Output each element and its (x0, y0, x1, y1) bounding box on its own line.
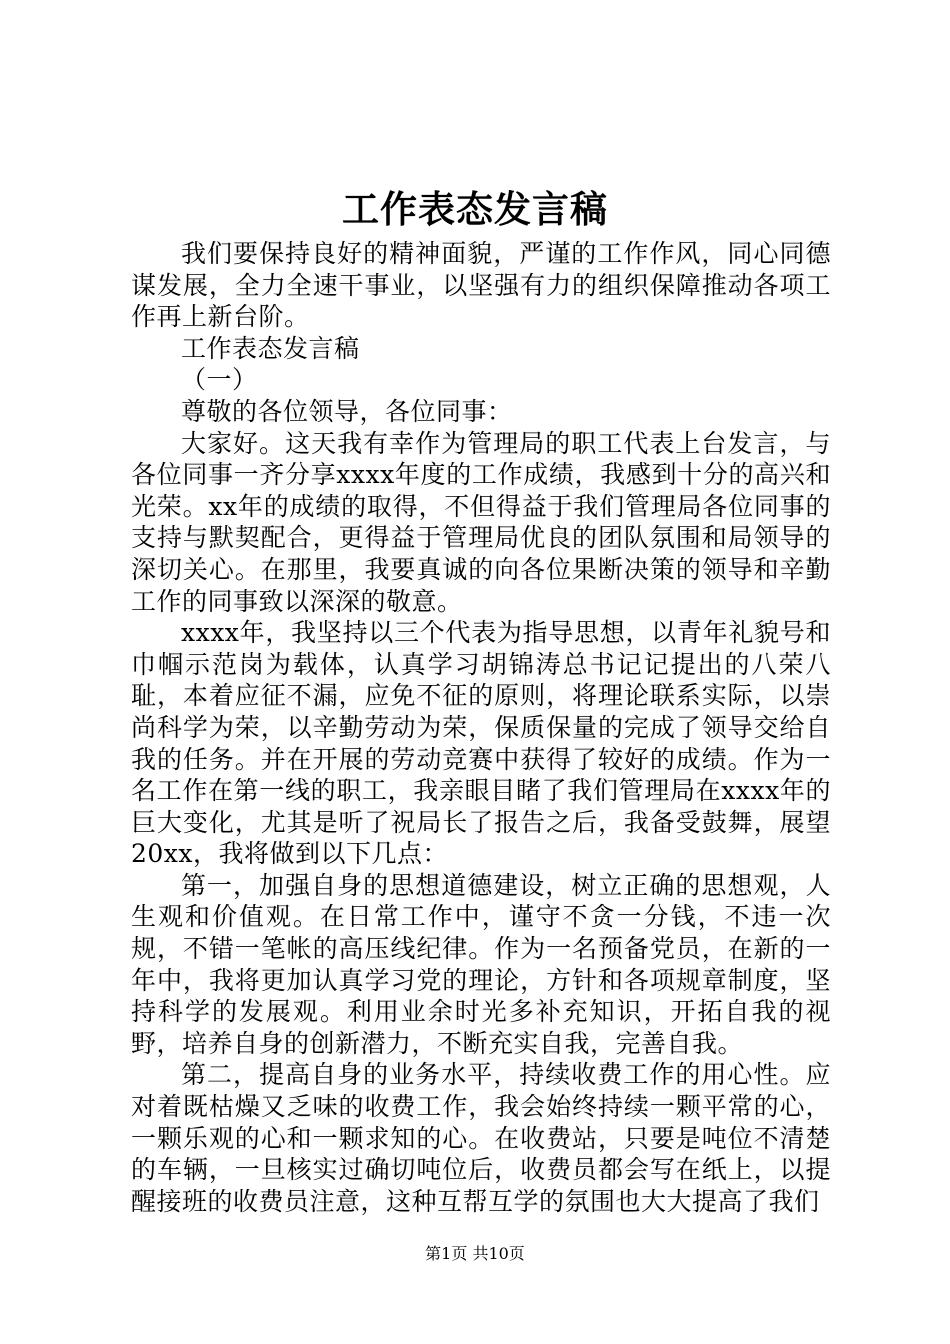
paragraph-section-number: （一） (181, 365, 258, 395)
paragraph-greeting: 大家好。这天我有幸作为管理局的职工代表上台发言，与各位同事一齐分享xxxx年度的工作成绩，我感到十分的高兴和光荣。xx年的成绩的取得，不但得益于我们管理局各位同事的支持与默契配合，更得益于管理局优良的团队氛围和局领导的深切关心。在那里，我要真诚的向各位果断决策的领导和辛勤工作的同事致以深深的敬意。 (131, 428, 831, 616)
document-body (131, 238, 831, 1217)
paragraph-review: xxxx年，我坚持以三个代表为指导思想，以青年礼貌号和巾帼示范岗为载体，认真学习胡锦涛总书记记提出的八荣八耻，本着应征不漏，应免不征的原则，将理论联系实际，以崇尚科学为荣，以辛勤劳动为荣，保质保量的完成了领导交给自我的任务。并在开展的劳动竞赛中获得了较好的成绩。作为一名工作在第一线的职工，我亲眼目睹了我们管理局在xxxx年的巨大变化，尤其是听了祝局长了报告之后，我备受鼓舞，展望20xx，我将做到以下几点： (131, 618, 831, 869)
paragraph-point-two: 第二，提高自身的业务水平，持续收费工作的用心性。应对着既枯燥又乏味的收费工作，我会始终持续一颗平常的心，一颗乐观的心和一颗求知的心。在收费站，只要是吨位不清楚的车辆，一旦核实过确切吨位后，收费员都会写在纸上，以提醒接班的收费员注意，这种互帮互学的氛围也大大提高了我们 (131, 1060, 831, 1216)
page-number-footer: 第1页 共10页 (425, 1244, 525, 1263)
document-title: 工作表态发言稿 (342, 187, 608, 231)
paragraph-intro: 我们要保持良好的精神面貌，严谨的工作作风，同心同德谋发展，全力全速干事业，以坚强有力的组织保障推动各项工作再上新台阶。 (131, 239, 831, 332)
paragraph-salutation: 尊敬的各位领导，各位同事： (181, 396, 513, 426)
paragraph-point-one: 第一，加强自身的思想道德建设，树立正确的思想观，人生观和价值观。在日常工作中，谨守不贪一分钱，不违一次规，不错一笔帐的高压线纪律。作为一名预备党员，在新的一年中，我将更加认真学习党的理论，方针和各项规章制度，坚持科学的发展观。利用业余时光多补充知识，开拓自我的视野，培养自身的创新潜力，不断充实自我，完善自我。 (131, 870, 831, 1058)
paragraph-subtitle: 工作表态发言稿 (181, 333, 360, 363)
